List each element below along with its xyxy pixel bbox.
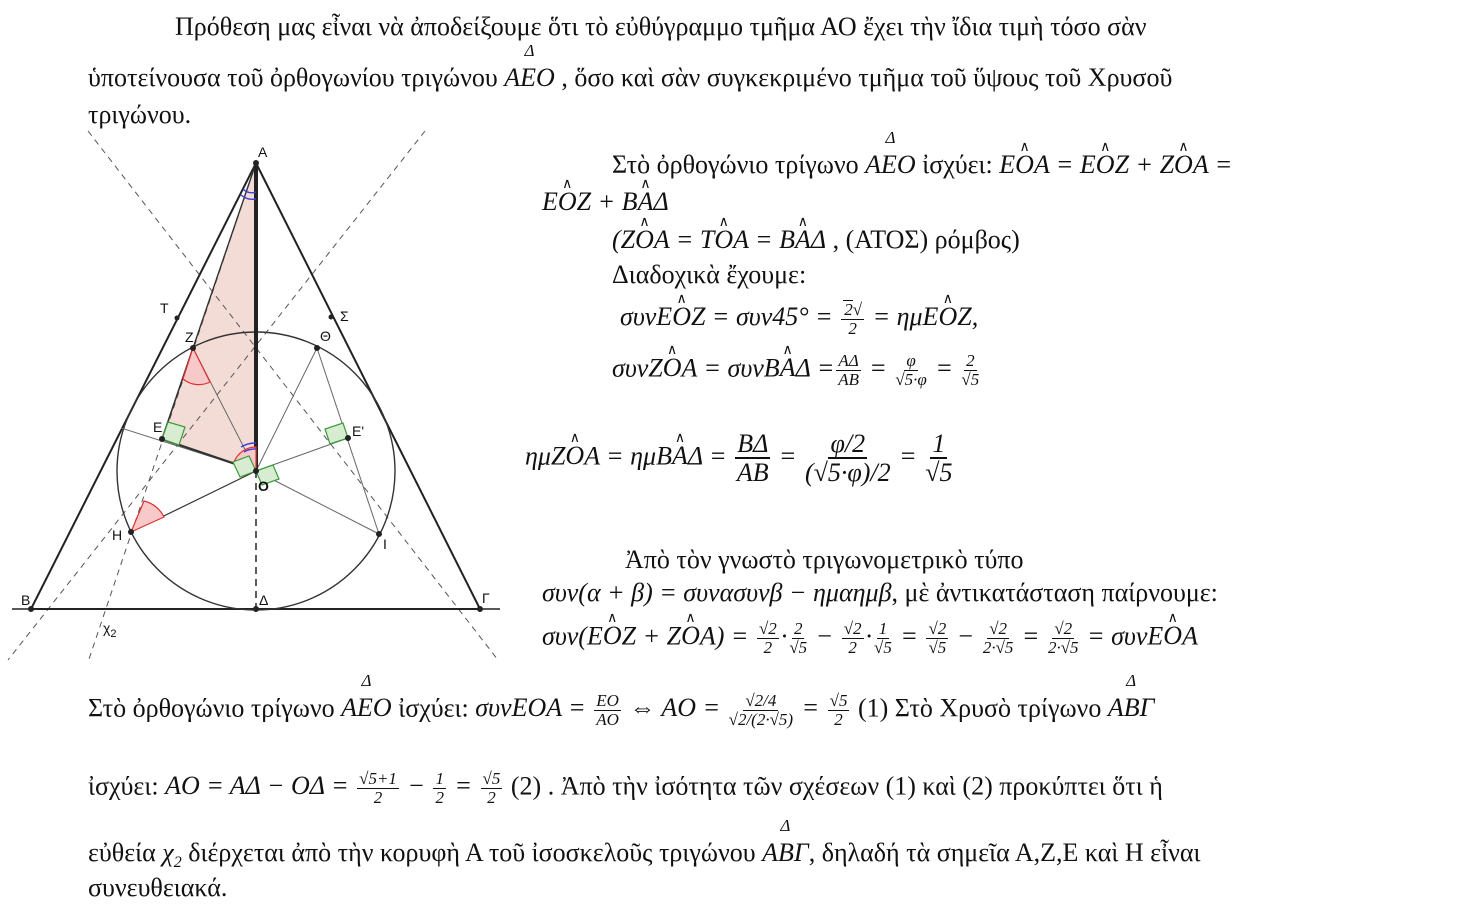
point-I	[376, 531, 382, 537]
label-T: T	[160, 300, 169, 316]
proof-line-2: (ZO ∧A = TO ∧A = BA ∧Δ , (ΑΤΟΣ) ρόμβος)	[612, 225, 1020, 255]
eq-cos-ZOA: συνZO ∧A = συνBA ∧Δ = $\frac{A\Delta}{AB}$ = $\frac{\varphi}{√5\cdot\varphi}$ = $\frac{2}{√5}$	[612, 352, 981, 389]
proof-line-4: Ἀπὸ τὸν γνωστὸ τριγωνομετρικὸ τύπο	[625, 545, 1024, 574]
label-chi2: $\chi_2$	[103, 620, 117, 640]
point-A	[253, 160, 259, 166]
proof-line-3: Διαδοχικὰ ἔχουμε:	[612, 260, 807, 289]
proof-line-1b: EO ∧Z + BA ∧Δ	[542, 187, 669, 217]
label-E2: E'	[352, 423, 365, 439]
bottom-line-2: ἰσχύει: AO = AΔ − OΔ = $\frac{√5+1}{2}$ − $\frac{1}{2}$ = $\frac{√5}{2}$ (2) . Ἀπὸ τὴν ἰσότητα τῶν σχέσεων (1) καὶ (2) προκύπτει ὅτι ἡ	[88, 769, 1163, 807]
point-H	[128, 529, 134, 535]
point-O	[253, 468, 259, 474]
point-E2	[345, 435, 351, 441]
point-Th	[314, 345, 320, 351]
label-Z: Z	[185, 329, 194, 345]
label-E: E	[153, 419, 163, 435]
label-S: Σ	[340, 308, 349, 324]
label-H: H	[112, 527, 123, 543]
proof-line-1: Στὸ ὀρθογώνιο τρίγωνο Δ AEO ἰσχύει: EO ∧A = EO ∧Z + ZO ∧A =	[612, 150, 1232, 180]
label-O: O	[258, 478, 269, 494]
intro-line-2: ὑποτείνουσα τοῦ ὀρθογωνίου τριγώνου Δ AEO , ὅσο καὶ σὰν συγκεκριμένο τμῆμα τοῦ ὕψους τοῦ Χρυσοῦ	[88, 63, 1172, 93]
angle-H-red	[131, 501, 164, 532]
eq-cos-sum: συν(EO ∧Z + ZO ∧A) = $\frac{√2}{2}$ · $\frac{2}{√5}$ − $\frac{√2}{2}$ · $\frac{1}{√5}$ = $\frac{√2}{√5}$ − $\frac{√2}{2\cdot√5}$ = $\frac{√2}{2\cdot√5}$ = συνEO ∧A	[542, 620, 1198, 657]
point-S	[329, 315, 334, 320]
label-A: A	[258, 144, 268, 160]
bottom-line-4: συνευθειακά.	[88, 873, 228, 902]
intro-line-3: τριγώνου.	[88, 100, 192, 129]
point-T	[175, 316, 180, 321]
bottom-line-3: εὐθεία $\chi_2$ διέρχεται ἀπὸ τὴν κορυφὴ Α τοῦ ἰσοσκελοῦς τριγώνου Δ ABΓ, δηλαδή τὰ σημεῖα Α,Ζ,Ε καὶ Η εἶναι	[88, 838, 1200, 873]
bottom-line-1: Στὸ ὀρθογώνιο τρίγωνο Δ AEO ἰσχύει: συνEOA = $\frac{EO}{AO}$ ⇔ AO = $\frac{√2/4}{√2/(2\cdot√5)}$ = $\frac{√5}{2}$ (1) Στὸ Χρυσὸ τρίγωνο Δ ABΓ	[88, 692, 1154, 729]
label-Th: Θ	[320, 328, 331, 344]
eq-cos-EOZ: συνEO ∧Z = συν45° = $\frac{2√}{2}$ = ημEO ∧Z,	[620, 300, 978, 338]
label-D: Δ	[259, 592, 269, 608]
label-B: B	[21, 592, 31, 608]
right-angle-E2	[325, 423, 348, 444]
geometry-figure	[0, 125, 520, 685]
point-Z	[190, 345, 196, 351]
point-G	[477, 606, 483, 612]
intro-line-1: Πρόθεση μας εἶναι νὰ ἀποδείξουμε ὅτι τὸ εὐθύγραμμο τμῆμα ΑΟ ἔχει τὴν ἴδια τιμὴ τόσο σὰν	[175, 12, 1147, 41]
label-I: I	[383, 536, 387, 552]
proof-line-5: συν(α + β) = συνασυνβ − ημαημβ, μὲ ἀντικατάσταση παίρνουμε:	[542, 578, 1218, 607]
eq-sin-ZOA: ημZO ∧A = ημBA ∧Δ = $\frac{B\Delta}{AB}$ = $\frac{\varphi/2}{(√5\cdot\varphi)/2}$ = $\frac{1}{√5}$	[525, 430, 954, 487]
point-E	[159, 436, 165, 442]
label-G: Γ	[482, 590, 490, 606]
